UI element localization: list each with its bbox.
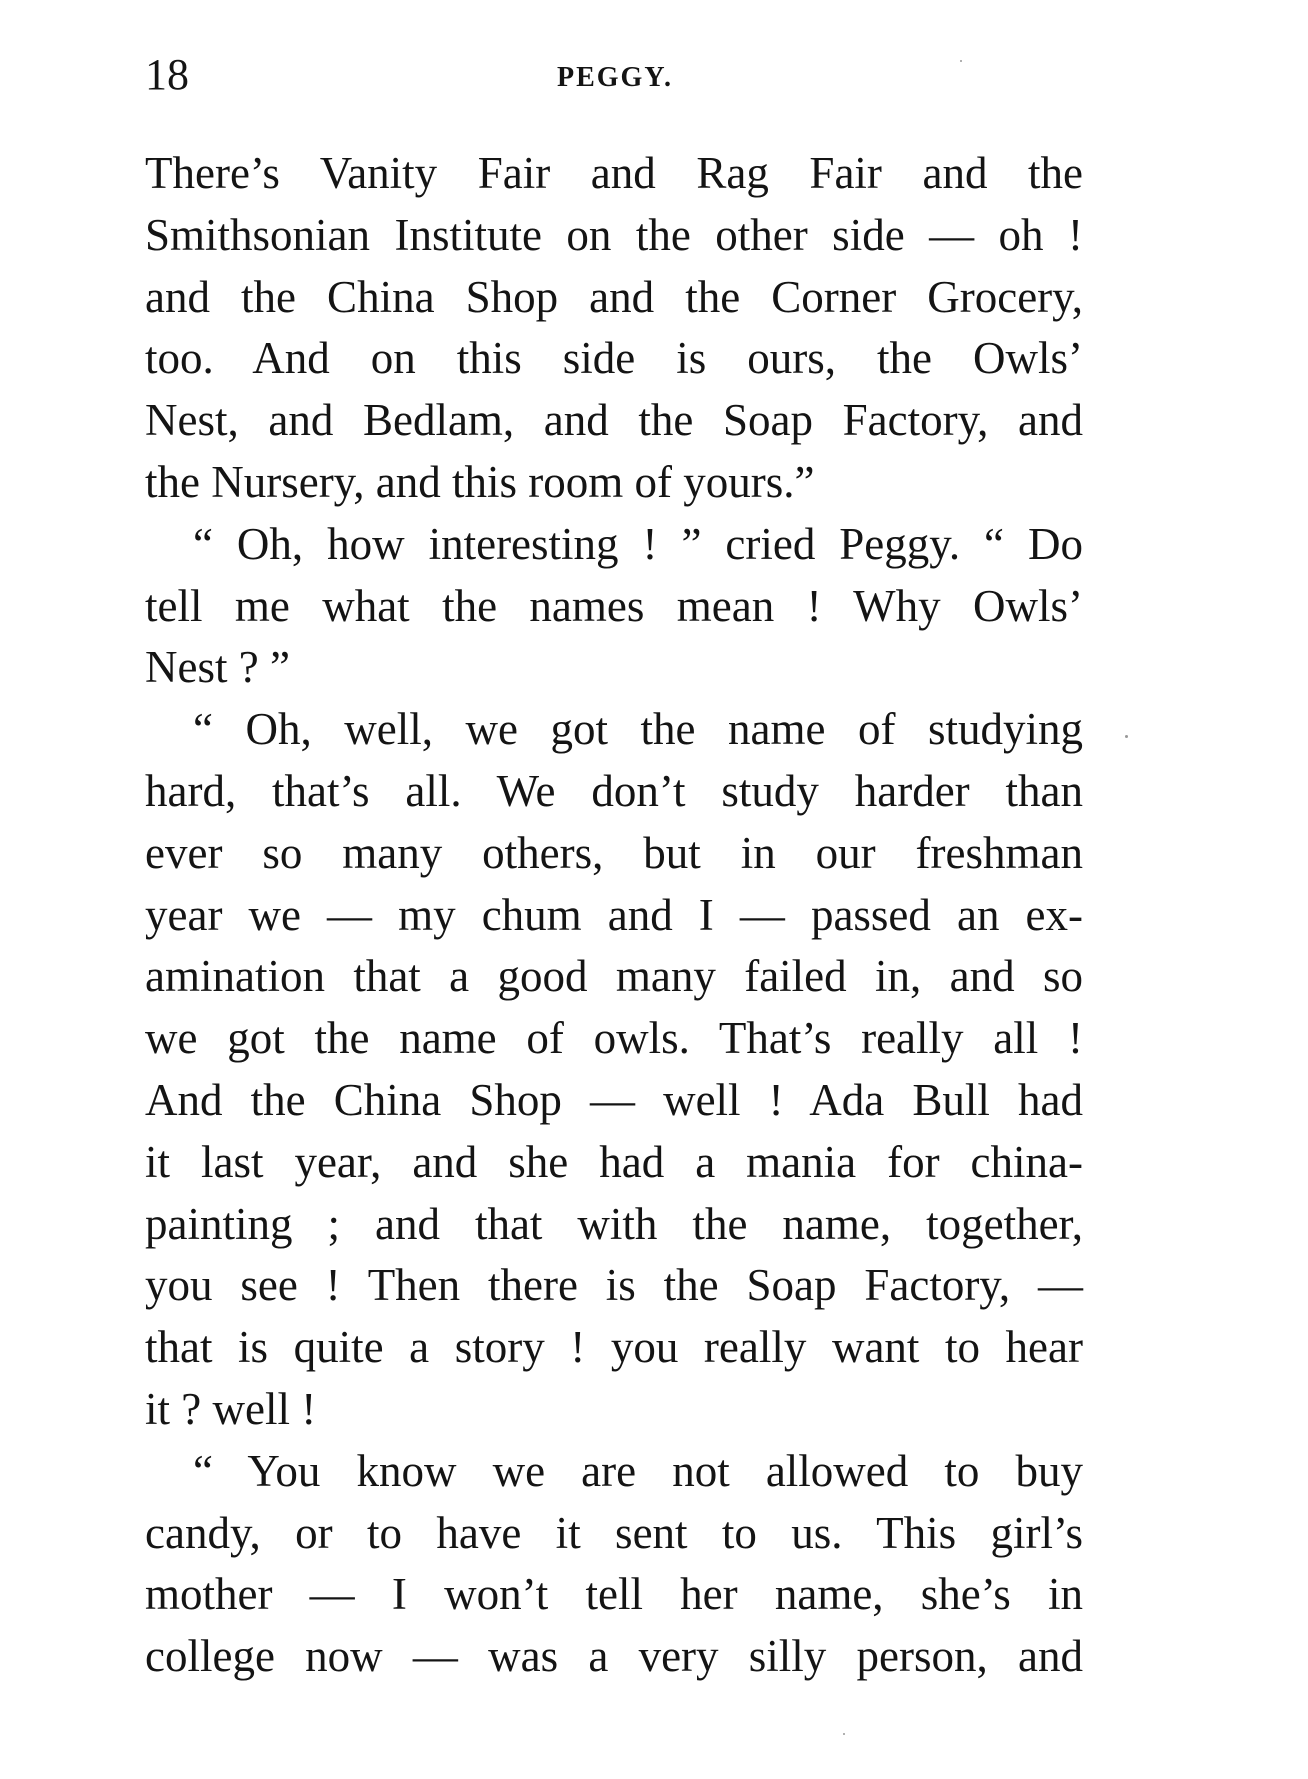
text-line: painting ; and that with the name, together, [145,1198,1083,1249]
paragraph-end-line: it ? well ! [145,1383,317,1434]
text-line: And the China Shop — well ! Ada Bull had [145,1074,1083,1125]
text-line: Smithsonian Institute on the other side — oh ! [145,209,1083,260]
text-line: There’s Vanity Fair and Rag Fair and the [145,148,1083,198]
text-line: hard, that’s all. We don’t study harder than [145,765,1083,816]
text-line: too. And on this side is ours, the Owls’ [145,333,1083,384]
paragraph-end-line: the Nursery, and this room of yours.” [145,456,815,507]
body-text [145,143,1083,1688]
running-title: PEGGY. [557,62,673,93]
text-line: and the China Shop and the Corner Grocery, [145,271,1083,322]
text-line: we got the name of owls. That’s really all ! [145,1013,1083,1064]
text-line: you see ! Then there is the Soap Factory, — [145,1260,1083,1311]
text-line: Nest, and Bedlam, and the Soap Factory, and [145,395,1083,446]
paragraph-first-line: “ Oh, how interesting ! ” cried Peggy. “ Do [193,518,1083,569]
paragraph-first-line: “ You know we are not allowed to buy [193,1445,1083,1496]
paper-speck [960,60,962,62]
text-line: mother — I won’t tell her name, she’s in [145,1569,1083,1620]
paragraph-end-line: Nest ? ” [145,642,290,693]
paper-speck [843,1733,845,1735]
text-line: tell me what the names mean ! Why Owls’ [145,580,1083,631]
text-line: that is quite a story ! you really want to hear [145,1322,1083,1373]
paragraph-first-line: “ Oh, well, we got the name of studying [193,704,1083,755]
text-line: it last year, and she had a mania for china- [145,1136,1083,1187]
page-number: 18 [145,50,189,99]
running-head [145,50,1085,100]
text-line: amination that a good many failed in, and so [145,951,1083,1002]
paper-speck [1125,735,1128,738]
text-line: year we — my chum and I — passed an ex- [145,889,1083,940]
text-line: candy, or to have it sent to us. This girl’s [145,1507,1083,1558]
text-line: college now — was a very silly person, and [145,1631,1083,1682]
text-line: ever so many others, but in our freshman [145,827,1083,878]
